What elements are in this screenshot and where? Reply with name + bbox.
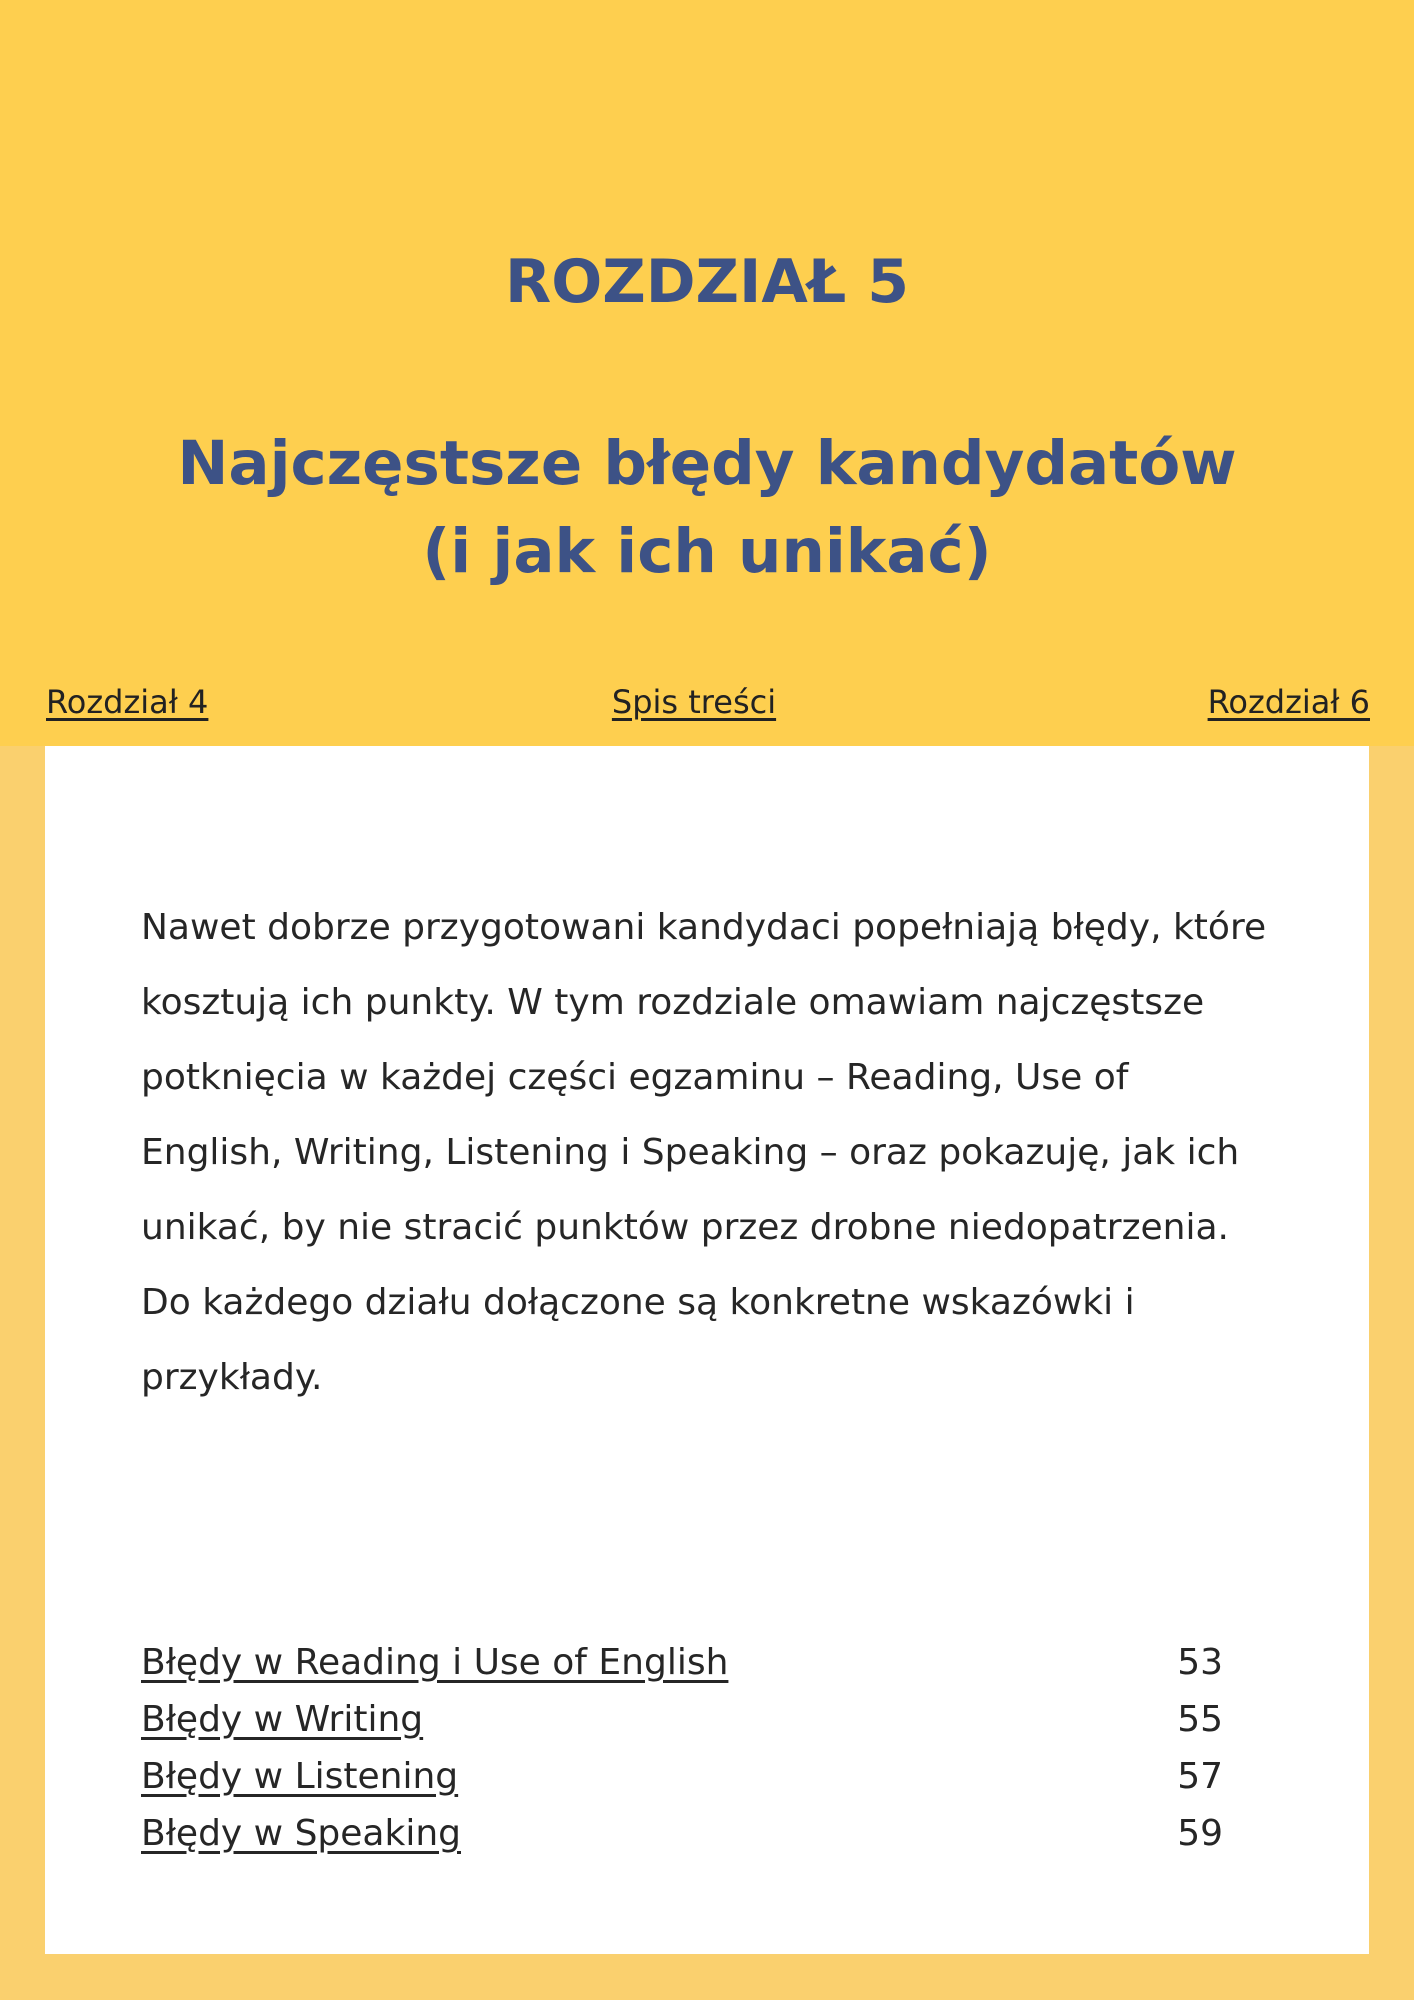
section-link-speaking[interactable]: Błędy w Speaking [141,1813,461,1854]
chapter-header [0,0,1414,746]
section-link-listening[interactable]: Błędy w Listening [141,1756,459,1797]
next-chapter-link[interactable]: Rozdział 6 [1207,683,1370,721]
chapter-title [0,420,1414,596]
section-page-number: 55 [1177,1699,1223,1740]
section-row [141,1691,1223,1748]
section-link-writing[interactable]: Błędy w Writing [141,1699,424,1740]
section-page-number: 57 [1177,1756,1223,1797]
section-link-reading-use-of-english[interactable]: Błędy w Reading i Use of English [141,1642,729,1683]
chapter-title-line-2: (i jak ich unikać) [422,516,992,587]
chapter-title-line-1: Najczęstsze błędy kandydatów [177,428,1237,499]
section-list [141,1634,1223,1862]
section-row [141,1805,1223,1862]
section-row [141,1634,1223,1691]
intro-paragraph: Nawet dobrze przygotowani kandydaci popełniają błędy, które kosztują ich punkty. W tym rozdziale omawiam najczęstsze potknięcia w każdej części egzaminu – Reading, Use of English, Writing, Listening i Speaking – oraz pokazuję, jak ich unikać, by nie stracić punktów przez drobne niedopatrzenia. Do każdego działu dołączone są konkretne wskazówki i przykłady. [141,907,1267,1398]
table-of-contents-link[interactable]: Spis treści [611,683,777,721]
section-page-number: 59 [1177,1813,1223,1854]
section-page-number: 53 [1177,1642,1223,1683]
prev-chapter-link[interactable]: Rozdział 4 [46,683,209,721]
section-row [141,1748,1223,1805]
chapter-label: ROZDZIAŁ 5 [505,247,909,317]
